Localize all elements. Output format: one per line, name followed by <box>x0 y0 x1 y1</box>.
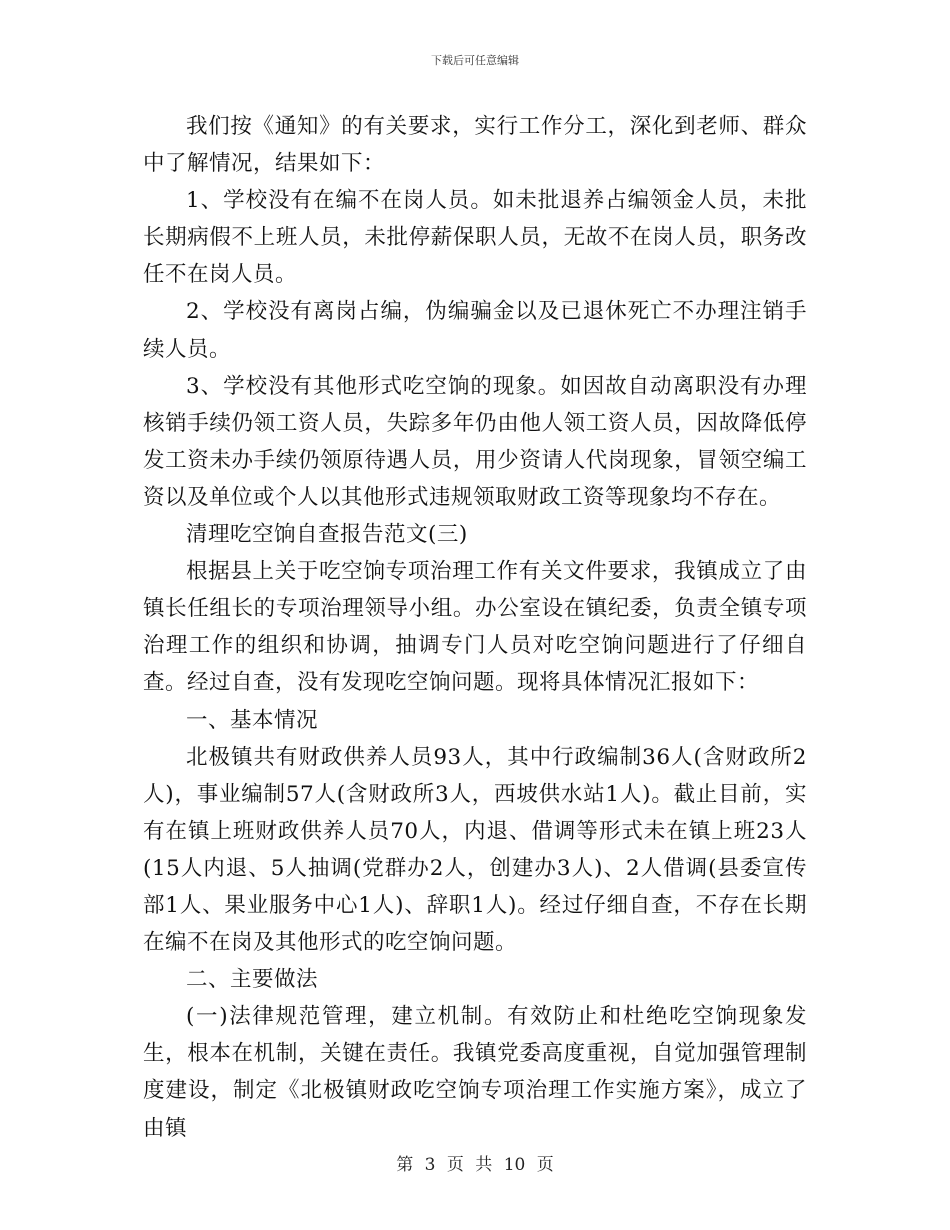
paragraph-basic-situation: 北极镇共有财政供养人员93人，其中行政编制36人(含财政所2人)，事业编制57人(含财政所3人，西坡供水站1人)。截止目前，实有在镇上班财政供养人员70人，内退、借调等形式未在镇上班23人(15人内退、5人抽调(党群办2人，创建办3人)、2人借调(县委宣传部1人、果业服务中心1人)、辞职1人)。经过仔细自查，不存在长期在编不在岗及其他形式的吃空饷问题。 <box>143 744 807 956</box>
heading-basic-situation: 一、基本情况 <box>186 707 319 733</box>
paragraph-intro: 我们按《通知》的有关要求，实行工作分工，深化到老师、群众中了解情况，结果如下： <box>143 114 807 177</box>
paragraph-item-1: 1、学校没有在编不在岗人员。如未批退养占编领金人员，未批长期病假不上班人员，未批停薪保职人员，无故不在岗人员，职务改任不在岗人员。 <box>143 188 807 288</box>
paragraph-practice-1: (一)法律规范管理，建立机制。有效防止和杜绝吃空饷现象发生，根本在机制，关键在责任。我镇党委高度重视，自觉加强管理制度建设，制定《北极镇财政吃空饷专项治理工作实施方案》，成立了由镇 <box>143 1004 807 1141</box>
paragraph-overview: 根据县上关于吃空饷专项治理工作有关文件要求，我镇成立了由镇长任组长的专项治理领导小组。办公室设在镇纪委，负责全镇专项治理工作的组织和协调，抽调专门人员对吃空饷问题进行了仔细自查。经过自查，没有发现吃空饷问题。现将具体情况汇报如下： <box>143 559 807 696</box>
paragraph-item-2: 2、学校没有离岗占编，伪编骗金以及已退休死亡不办理注销手续人员。 <box>143 299 807 362</box>
heading-main-practices: 二、主要做法 <box>186 967 319 993</box>
page-number: 第 3 页 共 10 页 <box>396 1155 554 1175</box>
section-title: 清理吃空饷自查报告范文(三) <box>186 522 468 548</box>
header-note: 下载后可任意编辑 <box>431 54 519 67</box>
document-body <box>143 108 807 1147</box>
paragraph-item-3: 3、学校没有其他形式吃空饷的现象。如因故自动离职没有办理核销手续仍领工资人员，失踪多年仍由他人领工资人员，因故降低停发工资未办手续仍领原待遇人员，用少资请人代岗现象，冒领空编工资以及单位或个人以其他形式违规领取财政工资等现象均不存在。 <box>143 373 807 510</box>
